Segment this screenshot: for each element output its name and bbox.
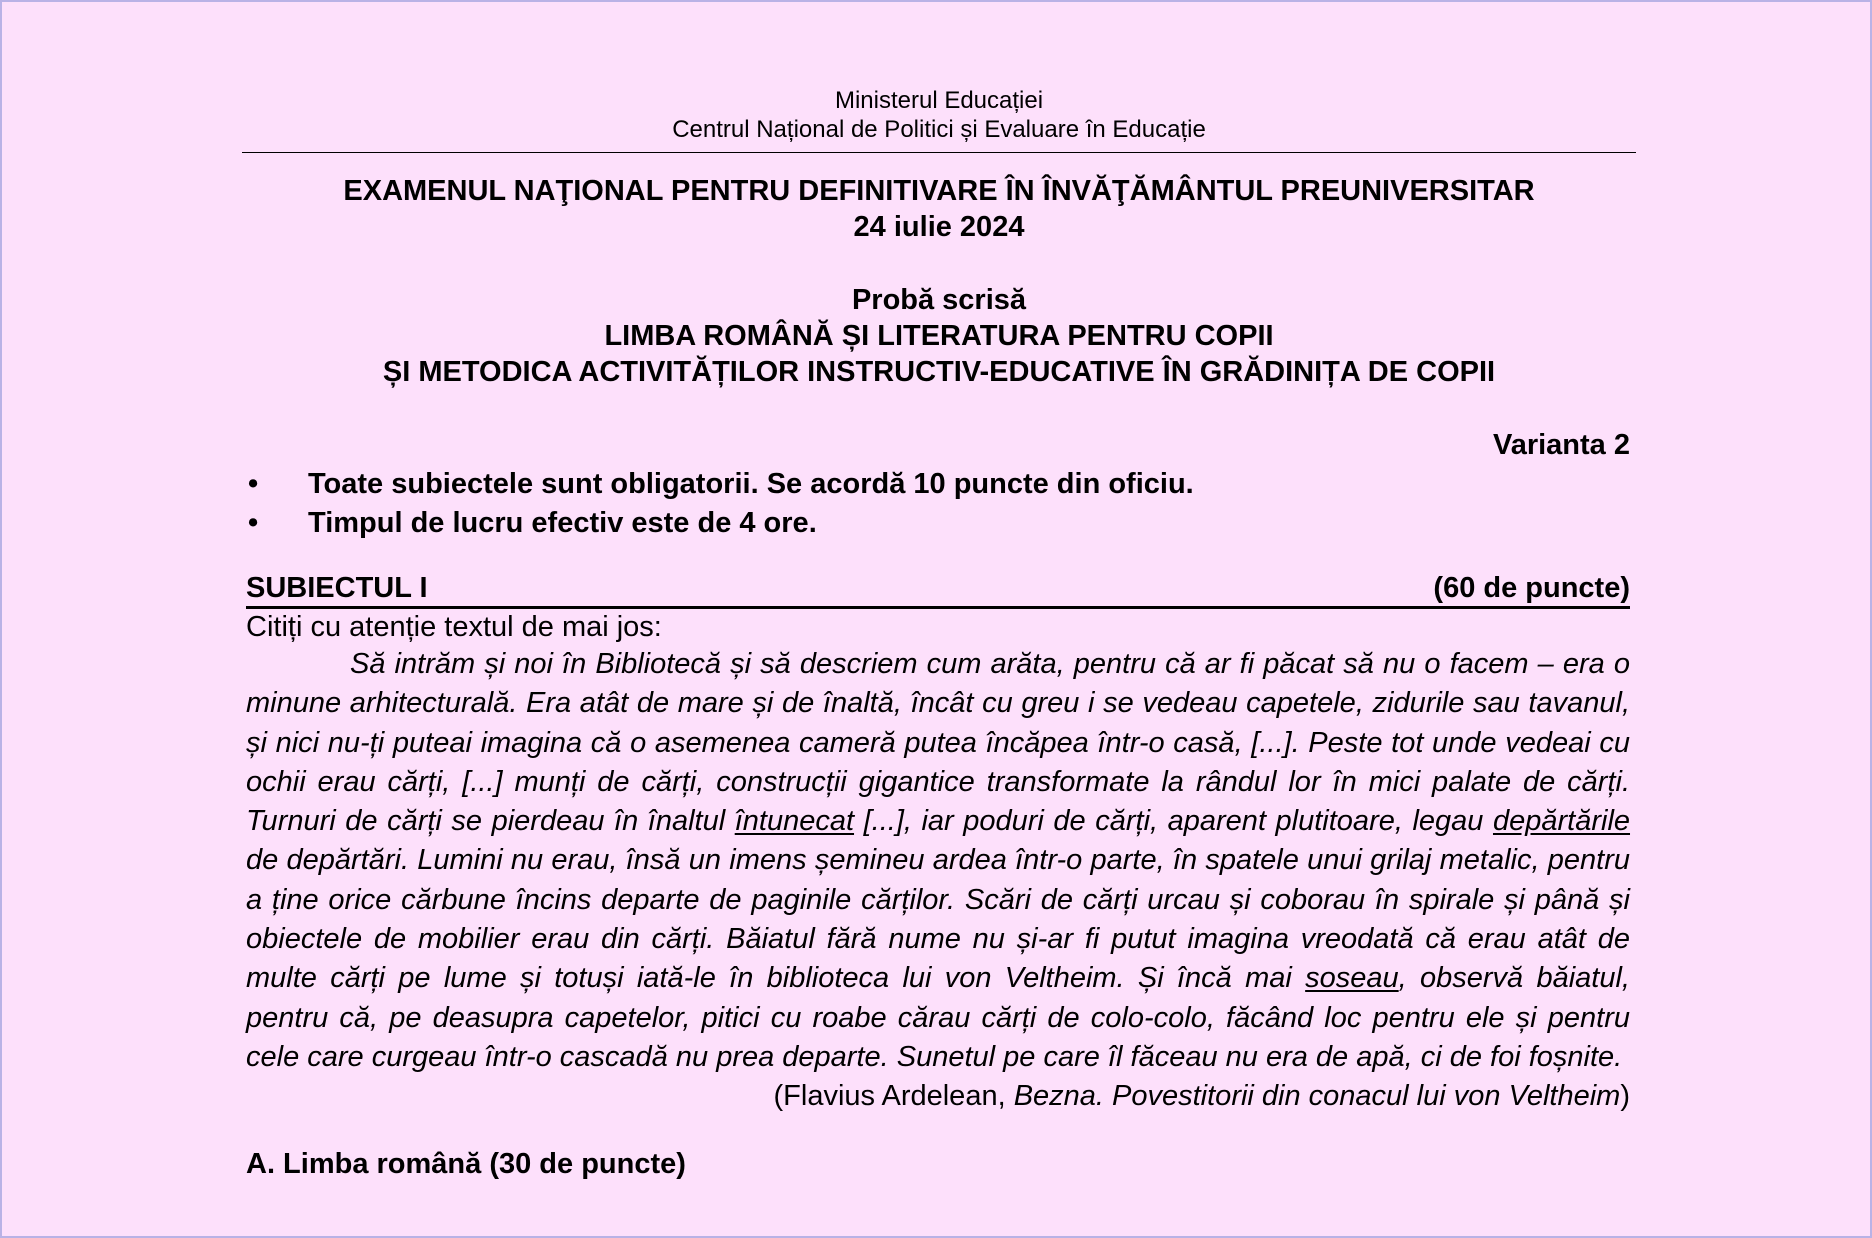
rules-list	[242, 465, 1636, 543]
subject-1-heading	[246, 570, 1630, 609]
subject-1-title: SUBIECTUL I	[246, 572, 428, 604]
passage-text: Să intrăm și noi în Bibliotecă și să descriem cum arăta, pentru că ar fi păcat să nu o facem – era o minune arhitecturală. Era atât de mare și de înaltă, încât cu greu i se vedeau capetele, zidurile sau tavanul, și nici nu-ți puteai imagina că o asemenea cameră putea încăpea într-o casă, [...]. Peste tot unde vedeai cu ochii erau cărți, [...] munți de cărți, construcții gigantice transformate la rândul lor în mici palate de cărți. Turnuri de cărți se pierdeau în înaltul	[246, 648, 1630, 838]
document-header	[242, 2, 1636, 144]
source-author: Flavius Ardelean,	[783, 1080, 1014, 1113]
exam-date: 24 iulie 2024	[853, 211, 1025, 243]
center-name: Centrul Național de Politici și Evaluare în Educație	[672, 116, 1206, 143]
proba-subject-line-1: LIMBA ROMÂNĂ ȘI LITERATURA PENTRU COPII	[604, 320, 1274, 352]
passage-source	[242, 1077, 1630, 1116]
underlined-word: întunecat	[734, 805, 855, 838]
section-a-heading: A. Limba română (30 de puncte)	[246, 1148, 686, 1181]
rule-text: Toate subiectele sunt obligatorii. Se acordă 10 puncte din oficiu.	[308, 468, 1194, 500]
bullet-icon: •	[248, 507, 259, 539]
rule-text: Timpul de lucru efectiv este de 4 ore.	[308, 507, 817, 539]
source-open-paren: (	[773, 1080, 784, 1113]
passage-text: de depărtări. Lumini nu erau, însă un imens șemineu ardea într-o parte, în spatele unui grilaj metalic, pentru a ține orice cărbune încins departe de paginile cărților. Scări de cărți urcau și coborau în spirale și până și obiectele de mobilier erau din cărți. Băiatul fără nume nu și-ar fi putut imagina vreodată că erau atât de multe cărți pe lume și totuși iată-le în biblioteca lui von Veltheim. Și încă mai	[246, 844, 1630, 995]
rule-item	[242, 504, 1636, 543]
reading-instruction: Citiți cu atenție textul de mai jos:	[246, 611, 662, 643]
exam-title: EXAMENUL NAŢIONAL PENTRU DEFINITIVARE ÎN ÎNVĂŢĂMÂNTUL PREUNIVERSITAR	[343, 175, 1535, 207]
proba-subject-line-2: ȘI METODICA ACTIVITĂȚILOR INSTRUCTIV-EDUCATIVE ÎN GRĂDINIȚA DE COPII	[382, 356, 1496, 388]
exam-page	[242, 2, 1636, 1182]
header-divider	[242, 152, 1636, 153]
passage-text: [...], iar poduri de cărți, aparent plutitoare, legau	[854, 805, 1493, 838]
subject-1-points: (60 de puncte)	[1433, 572, 1630, 604]
ministry-name: Ministerul Educației	[834, 87, 1044, 114]
bullet-icon: •	[248, 468, 259, 500]
proba-block	[242, 282, 1636, 390]
source-book: Bezna. Povestitorii din conacul lui von Veltheim	[1013, 1080, 1621, 1113]
underlined-word: depărtările	[1492, 805, 1631, 838]
underlined-word: soseau	[1305, 962, 1399, 995]
variant-label: Varianta 2	[1492, 429, 1630, 461]
rule-item	[242, 465, 1636, 504]
passage-text: , observă băiatul, pentru că, pe deasupra capetelor, pitici cu roabe cărau cărți de colo-colo, făcând loc pentru ele și pentru cele care curgeau într-o cascadă nu prea departe. Sunetul pe care îl făceau nu era de apă, ci de foi foșnite.	[246, 962, 1630, 1073]
proba-type: Probă scrisă	[851, 284, 1027, 316]
reading-passage	[246, 645, 1630, 1077]
source-close-paren: )	[1620, 1080, 1630, 1113]
